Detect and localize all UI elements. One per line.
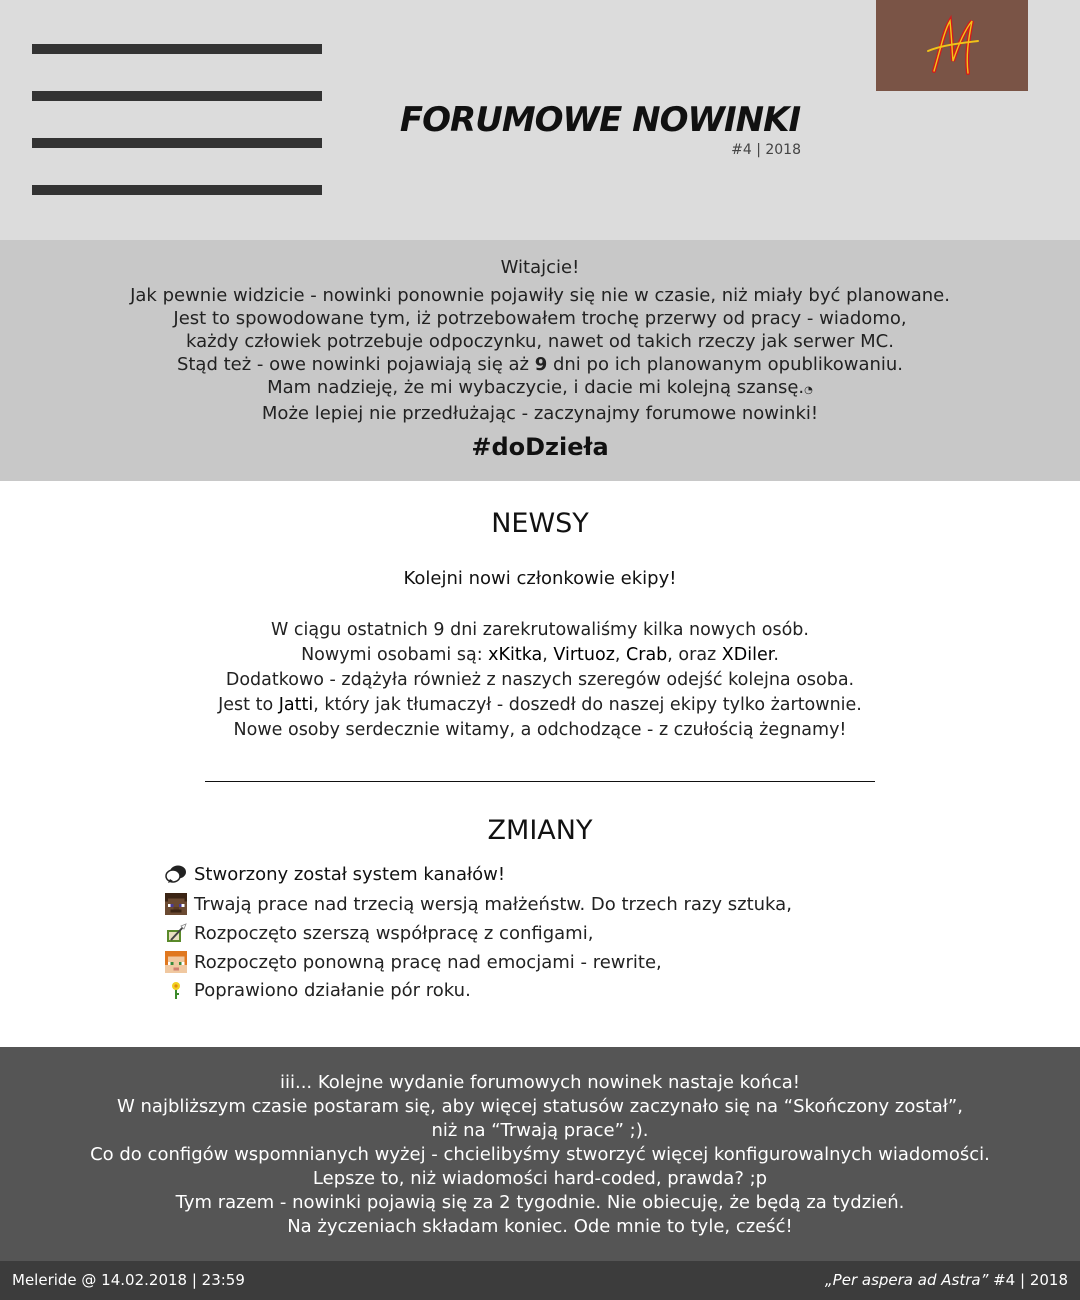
intro-text-part: Stąd też - owe nowinki pojawiają się aż [176,354,535,375]
outro-line: Lepsze to, niż wiadomości hard-coded, prawda? ;p [312,1168,768,1189]
menu-bar [32,185,322,195]
menu-bar [32,91,322,101]
intro-text-part: Mam nadzieję, że mi wybaczycie, i dacie mi kolejną szansę. [267,377,805,398]
site-logo[interactable] [876,0,1028,91]
chat-bubbles-icon [165,863,187,885]
book-and-quill-icon [165,922,187,944]
news-text-part: , [614,645,627,665]
list-item [165,977,471,1003]
change-text: Rozpoczęto szerszą współpracę z configami, [194,922,594,944]
list-item [165,891,792,917]
section-divider [205,781,875,782]
logo-m-icon [922,11,982,81]
outro-line: iii... Kolejne wydanie forumowych nowinek nastaje końca! [279,1072,801,1093]
outro-line: W najbliższym czasie postaram się, aby więcej statusów zaczynało się na “Skończony został”, [117,1096,963,1117]
days-count: 9 [534,354,548,375]
news-text-part: . [773,645,779,665]
intro-line [0,376,1080,402]
news-text-part: , [542,645,554,665]
intro-greeting: Witajcie! [500,257,580,278]
outro-text [0,1071,1080,1239]
footer-issue-number: #4 | 2018 [988,1271,1068,1289]
footer-issue [825,1271,1068,1289]
hashtag: #doDzieła [471,433,609,461]
change-text: Trwają prace nad trzecią wersją małżeństw. Do trzech razy sztuka, [194,893,792,915]
issue-label: #4 | 2018 [731,142,801,158]
small-emoji-icon: ◔ [804,385,813,396]
intro-line [0,353,1080,376]
news-heading: NEWSY [491,508,589,539]
news-text-part: , oraz [667,645,722,665]
member-name: XDiler [721,645,774,665]
list-item [165,949,662,975]
intro-text-part: dni po ich planowanym opublikowaniu. [547,354,904,375]
flower-icon [165,979,187,1001]
member-name: xKitka [488,645,543,665]
footer [0,1261,1080,1300]
intro-section [0,240,1080,481]
member-name: Crab [626,645,668,665]
intro-line: każdy człowiek potrzebuje odpoczynku, nawet od takich rzeczy jak serwer MC. [186,331,894,352]
header [0,0,1080,240]
news-body [0,618,1080,743]
outro-line: niż na “Trwają prace” ;). [431,1120,649,1141]
news-subheading: Kolejni nowi członkowie ekipy! [403,568,677,589]
news-text-part: , który jak tłumaczył - doszedł do naszej ekipy tylko żartownie. [313,695,862,715]
steve-head-icon [165,893,187,915]
intro-line: Może lepiej nie przedłużając - zaczynajmy forumowe nowinki! [261,403,819,424]
news-line: W ciągu ostatnich 9 dni zarekrutowaliśmy kilka nowych osób. [271,620,809,640]
change-text: Stworzony został system kanałów! [194,863,506,885]
change-text: Rozpoczęto ponowną pracę nad emocjami - rewrite, [194,951,662,973]
changes-heading: ZMIANY [487,815,593,846]
departed-member-name: Jatti [278,695,314,715]
outro-line: Co do configów wspomnianych wyżej - chcielibyśmy stworzyć więcej konfigurowalnych wiadomości. [90,1144,990,1165]
news-line [0,693,1080,718]
alex-head-icon [165,951,187,973]
page-title: FORUMOWE NOWINKI [399,100,801,140]
menu-bar [32,138,322,148]
footer-author-date: Meleride @ 14.02.2018 | 23:59 [12,1271,245,1289]
news-text-part: Nowymi osobami są: [301,645,489,665]
intro-line: Jest to spowodowane tym, iż potrzebowałem trochę przerwy od pracy - wiadomo, [173,308,907,329]
news-line: Dodatkowo - zdążyła również z naszych szeregów odejść kolejna osoba. [225,670,855,690]
change-text: Poprawiono działanie pór roku. [194,979,471,1001]
hamburger-menu-button[interactable] [28,40,326,200]
news-text-part: Jest to [218,695,279,715]
outro-line: Tym razem - nowinki pojawią się za 2 tygodnie. Nie obiecuję, że będą za tydzień. [175,1192,905,1213]
intro-text [0,284,1080,425]
outro-line: Na życzeniach składam koniec. Ode mnie to tyle, cześć! [287,1216,793,1237]
news-line: Nowe osoby serdecznie witamy, a odchodzące - z czułością żegnamy! [233,720,847,740]
list-item [165,861,505,887]
intro-line: Jak pewnie widzicie - nowinki ponownie pojawiły się nie w czasie, niż miały być planowane. [130,285,950,306]
news-line [0,643,1080,668]
outro-section [0,1047,1080,1261]
footer-motto: „Per aspera ad Astra” [824,1271,989,1289]
menu-bar [32,44,322,54]
member-name: Virtuoz [553,645,615,665]
list-item [165,920,593,946]
